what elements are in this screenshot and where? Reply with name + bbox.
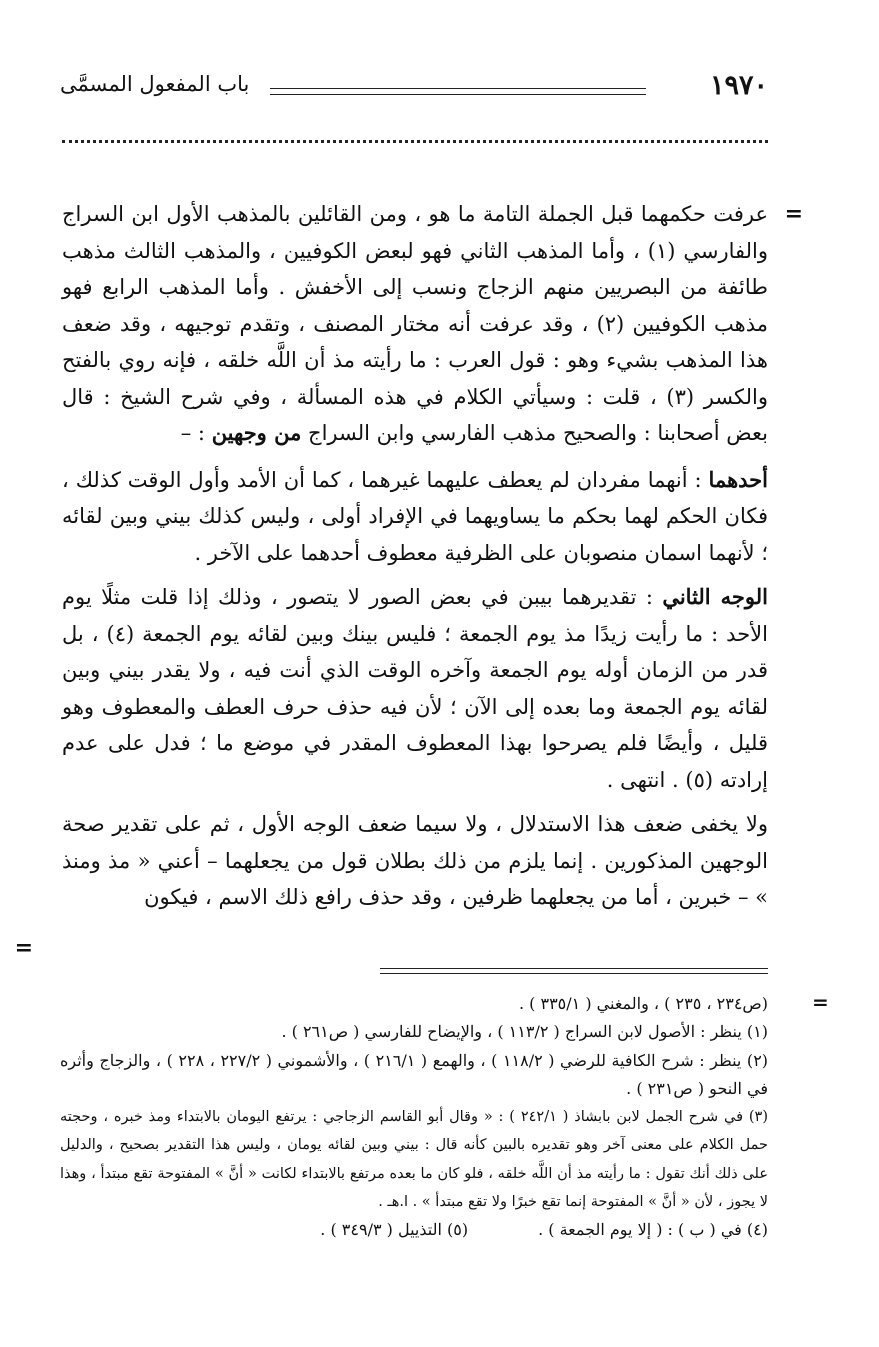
footnote-continued [60,990,768,1018]
continuation-marker-top: = [784,201,803,227]
continuation-marker-bottom: = [14,935,33,961]
footnote-3: (٣) في شرح الجمل لابن بابشاذ ( ٢٤٢/١ ) : « وقال أبو القاسم الزجاجي : يرتفع اليومان بالابتداء ومذ خبره ، وحجته حمل الكلام على معنى آخر وهو تقديره بالبين كأنه قال : بيني وبين لقائه يومان ، وليس هذا التقدير بصحيح ، والدليل على ذلك أنك تقول : ما رأيته مذ أن اللَّه خلقه ، فلو كان ما بعده مرتفع بالابتداء لكانت « أنَّ » المفتوحة تقع مبتدأ ، وهذا لا يجوز ، لأن « أنَّ » المفتوحة إنما تقع خبرًا ولا تقع مبتدأ » . ا.هـ . [60,1109,769,1211]
footnote-5: (٥) التذييل ( ٣٤٩/٣ ) . [320,1220,469,1240]
chapter-title: باب المفعول المسمَّى [60,72,250,96]
paragraph-2 [62,462,768,572]
footnote-separator [380,968,768,974]
paragraph-1-bold: من وجهين [211,420,302,445]
footnote-2: (٢) ينظر : شرح الكافية للرضي ( ١١٨/٢ ) ، والهمع ( ٢١٦/١ ) ، والأشموني ( ٢٢٧/٢ ، ٢٢٨ ) ، والزجاج وأثره في النحو ( ص٢٣١ ) . [60,1050,769,1098]
footnote-continued-text: (ص٢٣٤ ، ٢٣٥ ) ، والمغني ( ٣٣٥/١ ) . [518,994,768,1013]
footnotes [60,990,768,1245]
paragraph-3-text: : تقديرهما بيبن في بعض الصور لا يتصور ، وذلك إذا قلت مثلًا يوم الأحد : ما رأيت زيدًا مذ يوم الجمعة ؛ فليس بينك وبين لقائه يوم الجمعة (٤) ، بل قدر من الزمان أوله يوم الجمعة وآخره الوقت الذي أنت فيه ، ولا يقدر بيني وبين لقائه يوم الجمعة وما بعده إلى الآن ؛ لأن فيه حذف حرف العطف والمعطوف وهو قليل ، وأيضًا فلم يصرحوا بهذا المعطوف المقدر في موضع ما ؛ فدل على عدم إرادته (٥) . انتهى . [62,585,768,792]
paragraph-2-lead: أحدهما [708,466,768,492]
running-header [60,70,768,114]
paragraph-4: ولا يخفى ضعف هذا الاستدلال ، ولا سيما ضعف الوجه الأول ، ثم على تقدير صحة الوجهين المذكورين . إنما يلزم من ذلك بطلان قول من يجعلهما – أعني « مذ ومنذ » – خبرين ، أما من يجعلهما ظرفين ، وقد حذف رافع ذلك الاسم ، فيكون [62,812,768,909]
footnote-last-line [60,1216,768,1244]
dotted-separator [62,140,768,143]
paragraph-1-tail: : – [180,421,205,445]
header-rule [270,88,646,95]
page-number: ١٩٧٠ [709,70,768,101]
paragraph-1 [62,196,768,452]
footnote-equals-marker: = [812,990,829,1014]
footnote-4: (٤) في ( ب ) : ( إلا يوم الجمعة ) . [538,1220,768,1240]
footnote-1: (١) ينظر : الأصول لابن السراج ( ١١٣/٢ ) ، والإيضاح للفارسي ( ص٢٦١ ) . [281,1022,768,1042]
main-text [62,196,768,916]
paragraph-2-text: : أنهما مفردان لم يعطف عليهما غيرهما ، كما أن الأمد وأول الوقت كذلك ، فكان الحكم لهما بحكم ما يساويهما في الإفراد أولى ، وليس كذلك بيني وبين لقائه ؛ لأنهما اسمان منصوبان على الظرفية معطوف أحدهما على الآخر . [62,467,768,565]
paragraph-3 [62,579,768,798]
paragraph-1-text: عرفت حكمهما قبل الجملة التامة ما هو ، ومن القائلين بالمذهب الأول ابن السراج والفارسي (١) ، وأما المذهب الثاني فهو لبعض الكوفيين ، والمذهب الثالث مذهب طائفة من البصريين منهم الزجاج ونسب إلى الأخفش . وأما المذهب الرابع فهو مذهب الكوفيين (٢) ، وقد عرفت أنه مختار المصنف ، وتقدم توجيهه ، وقد ضعف هذا المذهب بشيء وهو : قول العرب : ما رأيته مذ أن اللَّه خلقه ، فإنه روي بالفتح والكسر (٣) ، قلت : وسيأتي الكلام في هذه المسألة ، وفي شرح الشيخ : قال بعض أصحابنا : والصحيح مذهب الفارسي وابن السراج [62,202,768,445]
paragraph-3-lead: الوجه الثاني [662,584,768,609]
